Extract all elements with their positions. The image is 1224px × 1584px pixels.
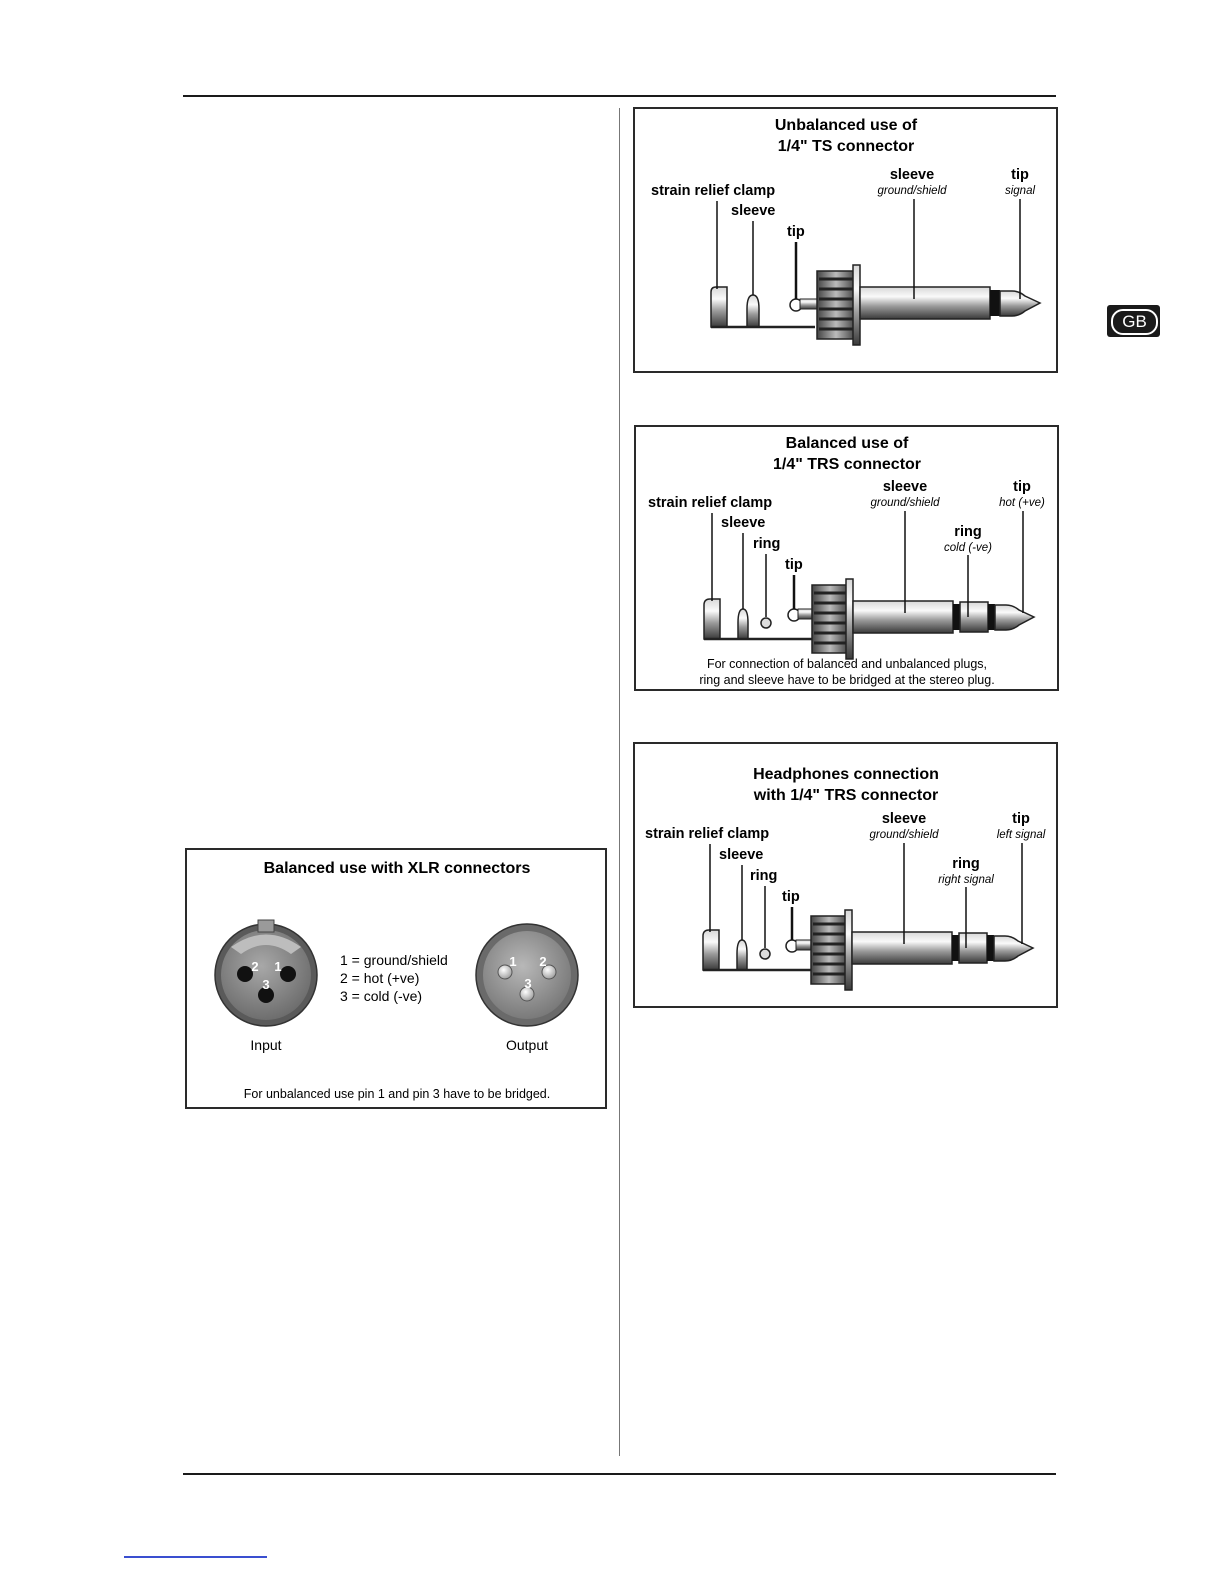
ts-title-line-1: Unbalanced use of — [774, 117, 918, 134]
trs-note-line-2: ring and sleeve have to be bridged at the stereo plug. — [699, 673, 995, 687]
ts-label-sleeve: sleeve — [889, 167, 935, 183]
hp-label-tip-inner: tip — [782, 889, 800, 905]
ts-plug-drawing — [711, 199, 1040, 345]
ts-label-tip-inner: tip — [787, 224, 805, 240]
language-badge — [1107, 305, 1160, 337]
column-divider — [619, 108, 620, 1456]
hp-label-ring-inner: ring — [750, 868, 778, 884]
footer-rule — [183, 1473, 1056, 1475]
xlr-legend-pin-3: 3 = cold (-ve) — [340, 988, 423, 1004]
hp-label-ring: ring — [952, 856, 980, 872]
xlr-input-pin-1-label: 1 — [274, 959, 282, 974]
xlr-input-label: Input — [250, 1037, 282, 1053]
xlr-output-pin-2-label: 2 — [539, 954, 547, 969]
xlr-legend-pin-1: 1 = ground/shield — [340, 952, 448, 968]
trs-label-ring: ring — [954, 524, 982, 540]
ts-connector-diagram — [633, 107, 1058, 373]
xlr-diagram — [185, 848, 607, 1109]
trs-label-ring-inner: ring — [753, 536, 781, 552]
trs-label-sleeve: sleeve — [882, 479, 928, 495]
hp-plug-drawing — [703, 843, 1033, 990]
header-rule — [183, 95, 1056, 97]
xlr-output-pin-1-label: 1 — [509, 954, 517, 969]
ts-title-line-2: 1/4" TS connector — [777, 138, 915, 155]
ts-label-sleeve-inner: sleeve — [731, 203, 776, 219]
trs-label-tip-sub: hot (+ve) — [999, 497, 1045, 509]
footer-link-underline — [124, 1556, 267, 1558]
xlr-note: For unbalanced use pin 1 and pin 3 have to be bridged. — [243, 1087, 551, 1101]
xlr-output-pin-3-label: 3 — [524, 976, 532, 991]
headphones-diagram — [633, 742, 1058, 1008]
xlr-input-connector — [215, 920, 317, 1026]
hp-label-tip: tip — [1012, 811, 1030, 827]
trs-label-ring-sub: cold (-ve) — [944, 542, 992, 554]
trs-plug-drawing — [704, 511, 1034, 659]
hp-label-sleeve: sleeve — [881, 811, 927, 827]
trs-label-strain-relief: strain relief clamp — [648, 495, 773, 511]
trs-note-line-1: For connection of balanced and unbalanced plugs, — [706, 657, 988, 671]
xlr-output-label: Output — [505, 1037, 549, 1053]
xlr-output-connector — [476, 924, 578, 1026]
hp-label-tip-sub: left signal — [996, 829, 1046, 841]
hp-label-sleeve-sub: ground/shield — [869, 829, 939, 841]
hp-label-ring-sub: right signal — [938, 874, 994, 886]
trs-label-tip-inner: tip — [785, 557, 803, 573]
language-badge-label: GB — [1111, 309, 1158, 335]
trs-label-sleeve-sub: ground/shield — [870, 497, 940, 509]
xlr-legend-pin-2: 2 = hot (+ve) — [340, 970, 420, 986]
trs-title-line-2: 1/4" TRS connector — [772, 456, 922, 473]
hp-label-strain-relief: strain relief clamp — [645, 826, 770, 842]
hp-title-line-2: with 1/4" TRS connector — [753, 787, 939, 804]
trs-balanced-diagram — [634, 425, 1059, 691]
hp-title-line-1: Headphones connection — [753, 766, 939, 783]
trs-label-tip: tip — [1013, 479, 1031, 495]
ts-label-sleeve-sub: ground/shield — [877, 185, 947, 197]
hp-label-sleeve-inner: sleeve — [719, 847, 764, 863]
xlr-input-pin-2-label: 2 — [251, 959, 259, 974]
xlr-title: Balanced use with XLR connectors — [263, 860, 531, 877]
ts-label-tip-sub: signal — [1004, 185, 1036, 197]
trs-title-line-1: Balanced use of — [785, 435, 909, 452]
ts-label-tip: tip — [1011, 167, 1029, 183]
xlr-input-pin-3-label: 3 — [262, 977, 270, 992]
trs-label-sleeve-inner: sleeve — [721, 515, 766, 531]
ts-label-strain-relief: strain relief clamp — [651, 183, 776, 199]
